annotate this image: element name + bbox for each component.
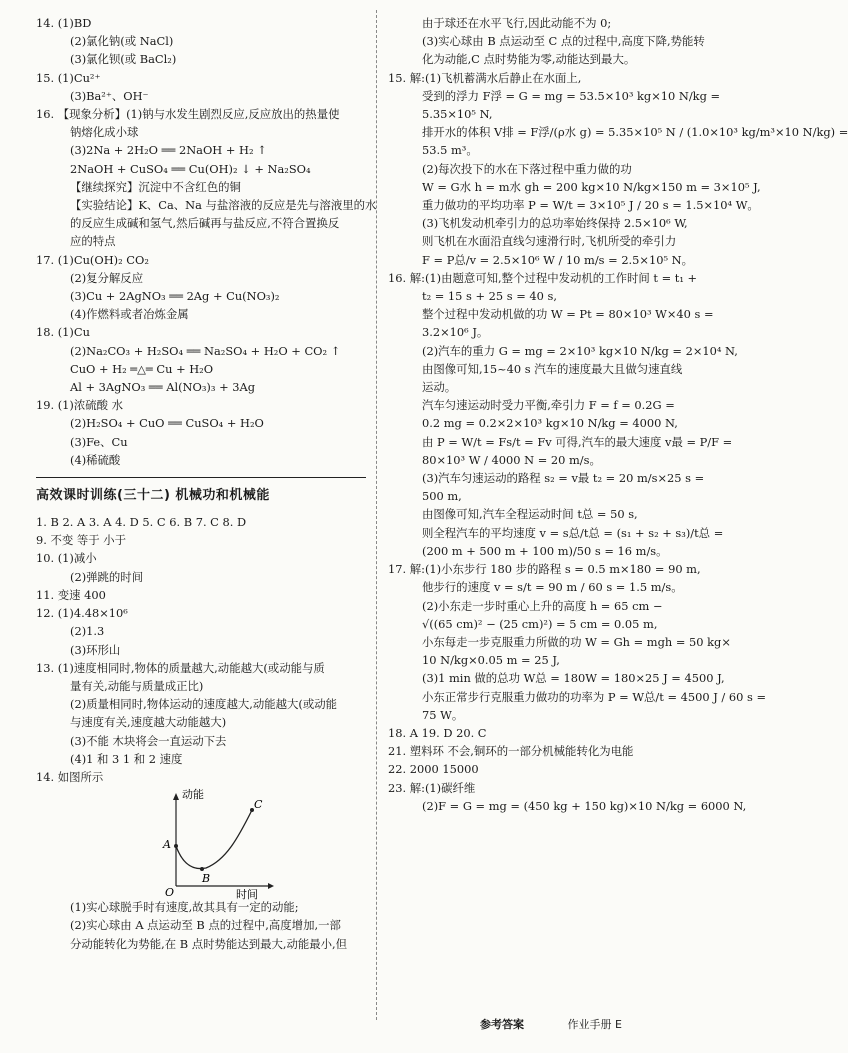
answer-line: 17. (1)Cu(OH)₂ CO₂ bbox=[36, 252, 149, 267]
answer-line: 14. (1)BD bbox=[36, 16, 92, 30]
answer-line: 则全程汽车的平均速度 v = s总/t总 = (s₁ + s₂ + s₃)/t总 = bbox=[422, 525, 724, 540]
answer-line: (2)汽车的重力 G = mg = 2×10³ kg×10 N/kg = 2×10⁴ N, bbox=[422, 343, 738, 358]
answer-line: 化为动能,C 点时势能为零,动能达到最大。 bbox=[422, 52, 636, 67]
answer-line: (2)小东走一步时重心上升的高度 h = 65 cm − bbox=[422, 598, 663, 613]
answer-line: 整个过程中发动机做的功 W = Pt = 80×10³ W×40 s = bbox=[422, 307, 714, 322]
answer-line: (4)稀硫酸 bbox=[70, 452, 121, 467]
answer-line: 汽车匀速运动时受力平衡,牵引力 F = f = 0.2G = bbox=[422, 398, 675, 413]
answer-line: (1)实心球脱手时有速度,故其具有一定的动能; bbox=[70, 900, 299, 915]
answer-line: 运动。 bbox=[422, 380, 457, 395]
answer-line: 53.5 m³。 bbox=[422, 143, 478, 158]
answer-line: 10 N/kg×0.05 m = 25 J, bbox=[422, 653, 560, 668]
x-axis-arrow bbox=[268, 883, 274, 889]
answer-line: √((65 cm)² − (25 cm)²) = 5 cm = 0.05 m, bbox=[422, 616, 658, 631]
answer-line: (3)2Na + 2H₂O ══ 2NaOH + H₂ ↑ bbox=[70, 143, 267, 158]
answer-line: (4)1 和 3 1 和 2 速度 bbox=[70, 751, 183, 766]
answers-graph-explanation bbox=[36, 898, 366, 953]
answer-line: 3.2×10⁶ J。 bbox=[422, 325, 489, 340]
answers-right bbox=[388, 14, 848, 815]
answer-line: 15. 解:(1)飞机蓄满水后静止在水面上, bbox=[388, 70, 582, 85]
answer-line: (200 m + 500 m + 100 m)/50 s = 16 m/s。 bbox=[422, 543, 668, 558]
right-column bbox=[388, 14, 848, 815]
answer-line: 9. 不变 等于 小于 bbox=[36, 533, 127, 548]
answer-line: 由 P = W/t = Fs/t = Fv 可得,汽车的最大速度 v最 = P/F = bbox=[422, 434, 733, 449]
label-b: B bbox=[202, 872, 211, 886]
energy-curve bbox=[176, 810, 252, 869]
answer-line: 17. 解:(1)小东步行 180 步的路程 s = 0.5 m×180 = 90 m, bbox=[388, 562, 701, 577]
answer-line: 的反应生成碱和氢气,然后碱再与盐反应,不符合置换反 bbox=[70, 216, 340, 231]
answer-line: 则飞机在水面沿直线匀速滑行时,飞机所受的牵引力 bbox=[422, 234, 677, 249]
answer-line: (3)Cu + 2AgNO₃ ══ 2Ag + Cu(NO₃)₂ bbox=[70, 289, 280, 304]
answer-line: 与速度有关,速度越大动能越大) bbox=[70, 715, 227, 730]
origin-label: O bbox=[165, 886, 175, 900]
answer-line: 21. 塑料环 不会,铜环的一部分机械能转化为电能 bbox=[388, 744, 634, 759]
answer-line: 75 W。 bbox=[422, 707, 464, 722]
answer-line: (3)环形山 bbox=[70, 642, 121, 657]
y-axis-label: 动能 bbox=[182, 788, 204, 802]
section-title: 高效课时训练(三十二) 机械功和机械能 bbox=[36, 477, 366, 503]
left-column bbox=[36, 14, 377, 953]
answer-line: 量有关,动能与质量成正比) bbox=[70, 678, 204, 693]
answer-line: (3)1 min 做的总功 W总 = 180W = 180×25 J = 4500 J, bbox=[422, 671, 725, 686]
answer-line: 0.2 mg = 0.2×2×10³ kg×10 N/kg = 4000 N, bbox=[422, 416, 678, 431]
page-footer bbox=[480, 1016, 622, 1032]
answer-line: 10. (1)减小 bbox=[36, 551, 97, 566]
answer-line: (3)不能 木块将会一直运动下去 bbox=[70, 733, 227, 748]
point-a bbox=[174, 844, 178, 848]
answer-line: (2)弹跳的时间 bbox=[70, 569, 144, 584]
answer-line: (2)每次投下的水在下落过程中重力做的功 bbox=[422, 161, 632, 176]
answer-line: 他步行的速度 v = s/t = 90 m / 60 s = 1.5 m/s。 bbox=[422, 580, 683, 595]
answer-line: 由图像可知,汽车全程运动时间 t总 = 50 s, bbox=[422, 507, 638, 522]
answer-line: (2)F = G = mg = (450 kg + 150 kg)×10 N/kg = 6000 N, bbox=[422, 798, 747, 813]
answer-line: (3)实心球由 B 点运动至 C 点的过程中,高度下降,势能转 bbox=[422, 34, 705, 49]
footer-reference: 参考答案 bbox=[480, 1018, 524, 1031]
answer-line: (3)Fe、Cu bbox=[70, 434, 128, 449]
answer-line: 重力做功的平均功率 P = W/t = 3×10⁵ J / 20 s = 1.5×10⁴ W。 bbox=[422, 198, 759, 213]
column-divider bbox=[376, 10, 377, 1020]
answer-line: 【继续探究】沉淀中不含红色的铜 bbox=[70, 179, 241, 194]
answer-line: 小东每走一步克服重力所做的功 W = Gh = mgh = 50 kg× bbox=[422, 634, 731, 649]
footer-book: 作业手册 E bbox=[567, 1018, 622, 1031]
answer-line: 22. 2000 15000 bbox=[388, 762, 479, 777]
answer-line: (2)复分解反应 bbox=[70, 270, 144, 285]
answer-line: 2NaOH + CuSO₄ ══ Cu(OH)₂ ↓ + Na₂SO₄ bbox=[70, 161, 311, 176]
kinetic-energy-graph bbox=[156, 788, 366, 902]
answer-line: F = P总/v = 2.5×10⁶ W / 10 m/s = 2.5×10⁵ N。 bbox=[422, 252, 694, 267]
answer-line: 500 m, bbox=[422, 489, 462, 504]
answer-line: t₂ = 15 s + 25 s = 40 s, bbox=[422, 289, 558, 304]
answer-line: 80×10³ W / 4000 N = 20 m/s。 bbox=[422, 452, 601, 467]
answer-line: (2)实心球由 A 点运动至 B 点的过程中,高度增加,一部 bbox=[70, 918, 341, 933]
answer-line: 23. 解:(1)碳纤维 bbox=[388, 780, 476, 795]
y-axis-arrow bbox=[173, 793, 179, 800]
answer-line: 由于球还在水平飞行,因此动能不为 0; bbox=[422, 16, 612, 30]
answer-line: (2)质量相同时,物体运动的速度越大,动能越大(或动能 bbox=[70, 697, 338, 712]
answer-line: (2)Na₂CO₃ + H₂SO₄ ══ Na₂SO₄ + H₂O + CO₂ ↑ bbox=[70, 343, 341, 358]
answer-line: 16. 解:(1)由题意可知,整个过程中发动机的工作时间 t = t₁ + bbox=[388, 270, 698, 285]
answer-line: 小东正常步行克服重力做功的功率为 P = W总/t = 4500 J / 60 s = bbox=[422, 689, 767, 704]
answer-line: (3)飞机发动机牵引力的总功率始终保持 2.5×10⁶ W, bbox=[422, 216, 688, 231]
answer-line: W = G水 h = m水 gh = 200 kg×10 N/kg×150 m = 3×10⁵ J, bbox=[422, 179, 761, 194]
answer-line: 钠熔化成小球 bbox=[70, 125, 139, 140]
answer-line: 5.35×10⁵ N, bbox=[422, 107, 493, 122]
answer-line: 受到的浮力 F浮 = G = mg = 53.5×10³ kg×10 N/kg = bbox=[422, 88, 721, 103]
answer-line: 14. 如图所示 bbox=[36, 769, 104, 784]
answers-mechanics bbox=[36, 513, 366, 786]
answer-line: 15. (1)Cu²⁺ bbox=[36, 70, 101, 85]
answer-line: CuO + H₂ ═△═ Cu + H₂O bbox=[70, 361, 214, 376]
energy-time-graph-svg bbox=[156, 788, 276, 902]
answer-line: 18. (1)Cu bbox=[36, 325, 90, 340]
answer-line: 16. 【现象分析】(1)钠与水发生剧烈反应,反应放出的热量使 bbox=[36, 107, 340, 122]
answer-line: (3)Ba²⁺、OH⁻ bbox=[70, 88, 149, 103]
answer-line: (2)H₂SO₄ + CuO ══ CuSO₄ + H₂O bbox=[70, 416, 264, 431]
answer-line: 1. B 2. A 3. A 4. D 5. C 6. B 7. C 8. D bbox=[36, 515, 247, 530]
answers-chemistry bbox=[36, 14, 377, 469]
answer-line: 分动能转化为势能,在 B 点时势能达到最大,动能最小,但 bbox=[70, 936, 348, 951]
label-a: A bbox=[163, 838, 171, 852]
answer-line: 11. 变速 400 bbox=[36, 587, 106, 602]
point-b bbox=[200, 867, 204, 871]
answer-line: 18. A 19. D 20. C bbox=[388, 725, 487, 740]
answer-line: 12. (1)4.48×10⁶ bbox=[36, 606, 128, 621]
answer-line: (2)氯化钠(或 NaCl) bbox=[70, 34, 174, 49]
answer-line: 【实验结论】K、Ca、Na 与盐溶液的反应是先与溶液里的水 bbox=[70, 198, 377, 213]
answer-line: (3)汽车匀速运动的路程 s₂ = v最 t₂ = 20 m/s×25 s = bbox=[422, 471, 705, 486]
answer-line: 13. (1)速度相同时,物体的质量越大,动能越大(或动能与质 bbox=[36, 660, 325, 675]
answer-line: 应的特点 bbox=[70, 234, 116, 249]
label-c: C bbox=[254, 798, 263, 812]
answer-line: 排开水的体积 V排 = F浮/(ρ水 g) = 5.35×10⁵ N / (1.0×10³ kg/m³×10 N/kg) = bbox=[422, 125, 848, 140]
answer-line: (2)1.3 bbox=[70, 624, 105, 639]
answer-line: (4)作燃料或者冶炼金属 bbox=[70, 307, 189, 322]
answer-line: 由图像可知,15~40 s 汽车的速度最大且做匀速直线 bbox=[422, 361, 683, 376]
x-axis-label: 时间 bbox=[236, 888, 258, 902]
answer-line: (3)氯化钡(或 BaCl₂) bbox=[70, 52, 177, 67]
answer-line: 19. (1)浓硫酸 水 bbox=[36, 398, 124, 413]
answer-line: Al + 3AgNO₃ ══ Al(NO₃)₃ + 3Ag bbox=[70, 380, 255, 395]
